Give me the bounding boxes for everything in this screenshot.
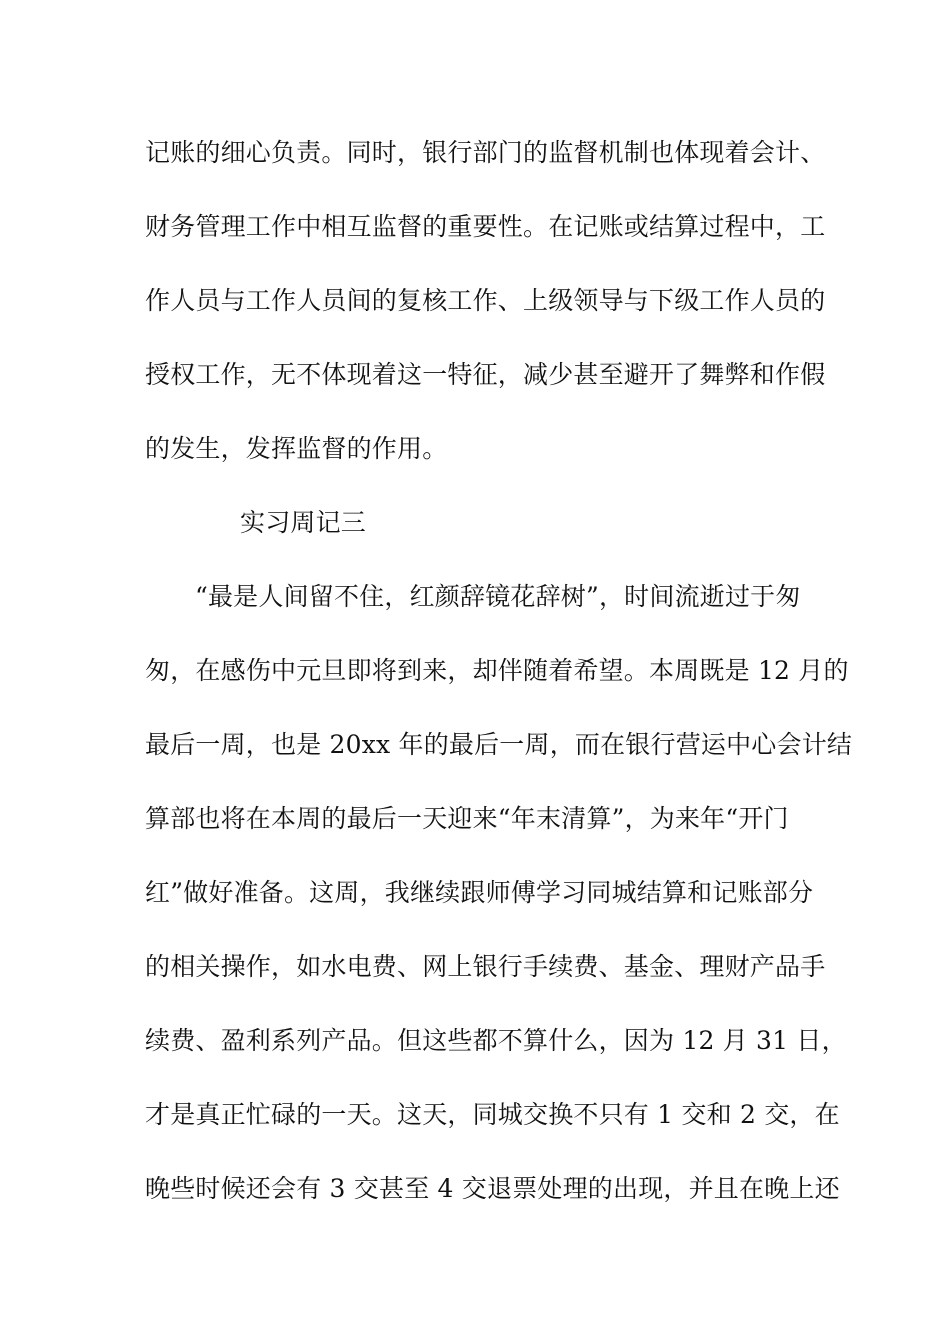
text-line: 记账的细心负责。同时，银行部门的监督机制也体现着会计、 [145, 138, 826, 167]
text-line: 晚些时候还会有 3 交甚至 4 交退票处理的出现，并且在晚上还 [145, 1174, 840, 1203]
text-line: “最是人间留不住，红颜辞镜花辞树”，时间流逝过于匆 [195, 582, 801, 611]
text-line: 的发生，发挥监督的作用。 [145, 434, 448, 463]
text-line: 匆，在感伤中元旦即将到来，却伴随着希望。本周既是 12 月的 [145, 656, 849, 685]
text-line: 红”做好准备。这周，我继续跟师傅学习同城结算和记账部分 [145, 878, 814, 907]
text-line: 的相关操作，如水电费、网上银行手续费、基金、理财产品手 [145, 952, 826, 981]
text-line: 作人员与工作人员间的复核工作、上级领导与下级工作人员的 [145, 286, 826, 315]
text-line: 财务管理工作中相互监督的重要性。在记账或结算过程中，工 [145, 212, 826, 241]
section-title: 实习周记三 [240, 508, 367, 537]
text-line: 续费、盈利系列产品。但这些都不算什么，因为 12 月 31 日， [145, 1026, 847, 1055]
text-line: 授权工作，无不体现着这一特征，减少甚至避开了舞弊和作假 [145, 360, 826, 389]
text-line: 算部也将在本周的最后一天迎来“年末清算”，为来年“开门 [145, 804, 789, 833]
text-line: 才是真正忙碌的一天。这天，同城交换不只有 1 交和 2 交，在 [145, 1100, 840, 1129]
text-line: 最后一周，也是 20xx 年的最后一周，而在银行营运中心会计结 [145, 730, 853, 759]
